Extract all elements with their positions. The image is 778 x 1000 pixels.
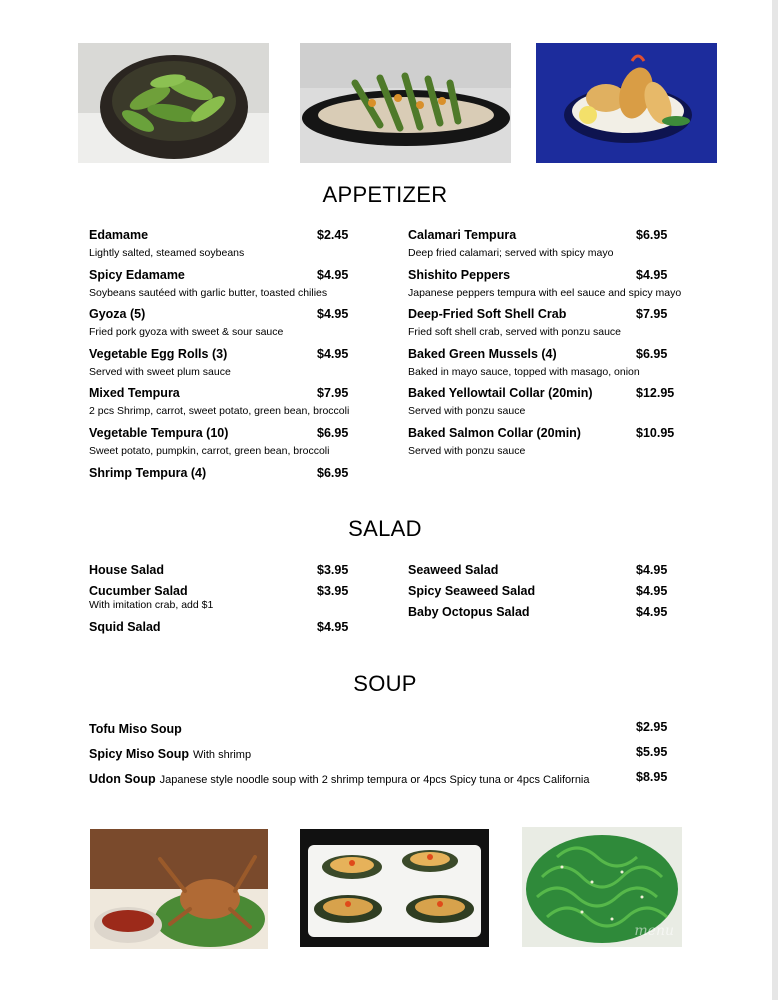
item-name: Vegetable Egg Rolls (3) xyxy=(89,347,228,361)
menu-item-house-salad xyxy=(89,563,349,577)
item-price: $4.95 xyxy=(317,268,349,282)
menu-item-baked-yellowtail-collar-20min xyxy=(408,386,675,417)
item-name: Vegetable Tempura (10) xyxy=(89,426,229,440)
item-name: Shrimp Tempura (4) xyxy=(89,466,207,480)
item-name: House Salad xyxy=(89,563,165,577)
item-name: Baked Green Mussels (4) xyxy=(408,347,557,361)
item-name: Tofu Miso Soup xyxy=(89,722,182,736)
menu-item-calamari-tempura xyxy=(408,228,668,259)
item-price: $4.95 xyxy=(636,584,668,598)
menu-item-shishito-peppers xyxy=(408,268,681,299)
item-name: Mixed Tempura xyxy=(89,386,180,400)
seaweed-salad-photo xyxy=(522,827,682,947)
item-description: Soybeans sautéed with garlic butter, toasted chilies xyxy=(89,287,328,299)
item-price: $3.95 xyxy=(317,563,349,577)
item-description: With shrimp xyxy=(193,749,252,761)
menu-item-spicy-miso-soup xyxy=(89,745,668,763)
item-name: Baked Salmon Collar (20min) xyxy=(408,426,581,440)
item-price: $4.95 xyxy=(636,268,668,282)
menu-item-baked-salmon-collar-20min xyxy=(408,426,675,457)
item-name: Gyoza (5) xyxy=(89,307,146,321)
soup-title: SOUP xyxy=(353,671,417,696)
item-price: $3.95 xyxy=(317,584,349,598)
item-description: Japanese style noodle soup with 2 shrimp tempura or 4pcs Spicy tuna or 4pcs California xyxy=(159,774,590,786)
edamame-bowl-photo xyxy=(78,43,269,163)
menu-item-mixed-tempura xyxy=(89,386,349,417)
menu-item-spicy-seaweed-salad xyxy=(408,584,668,598)
item-description: With imitation crab, add $1 xyxy=(89,599,214,611)
item-description: Sweet potato, pumpkin, carrot, green bean, broccoli xyxy=(89,445,330,457)
item-price: $7.95 xyxy=(317,386,349,400)
appetizer-title: APPETIZER xyxy=(322,182,448,207)
menu-item-cucumber-salad xyxy=(89,584,349,611)
item-name: Udon Soup xyxy=(89,772,156,786)
item-name: Shishito Peppers xyxy=(408,268,511,282)
menu-item-gyoza-5 xyxy=(89,307,349,338)
item-description: Lightly salted, steamed soybeans xyxy=(89,247,245,259)
item-price: $6.95 xyxy=(317,426,349,440)
item-name: Baked Yellowtail Collar (20min) xyxy=(408,386,593,400)
item-description: Served with ponzu sauce xyxy=(408,405,526,417)
item-description: Served with ponzu sauce xyxy=(408,445,526,457)
item-price: $4.95 xyxy=(636,563,668,577)
item-description: Deep fried calamari; served with spicy mayo xyxy=(408,247,614,259)
item-description: Japanese peppers tempura with eel sauce and spicy mayo xyxy=(408,287,682,299)
menu-item-deep-fried-soft-shell-crab xyxy=(408,307,668,338)
menu-item-tofu-miso-soup xyxy=(89,720,668,738)
menu-item-vegetable-tempura-10 xyxy=(89,426,349,457)
soft-shell-crab-photo xyxy=(90,829,268,949)
menu-item-vegetable-egg-rolls-3 xyxy=(89,347,349,378)
item-price: $6.95 xyxy=(317,466,349,480)
item-name: Cucumber Salad xyxy=(89,584,188,598)
item-price: $7.95 xyxy=(636,307,668,321)
menu-item-squid-salad xyxy=(89,620,349,634)
item-name: Spicy Seaweed Salad xyxy=(408,584,536,598)
shishito-peppers-photo xyxy=(300,43,511,163)
menu-item-spicy-edamame xyxy=(89,268,349,299)
item-price: $4.95 xyxy=(317,347,349,361)
item-name: Calamari Tempura xyxy=(408,228,517,242)
menu-item-seaweed-salad xyxy=(408,563,668,577)
item-name: Edamame xyxy=(89,228,149,242)
item-description: Fried pork gyoza with sweet & sour sauce xyxy=(89,326,284,338)
item-price: $8.95 xyxy=(636,770,668,784)
item-name: Spicy Edamame xyxy=(89,268,185,282)
item-price: $10.95 xyxy=(636,426,675,440)
item-name: Seaweed Salad xyxy=(408,563,499,577)
item-name: Baby Octopus Salad xyxy=(408,605,530,619)
item-price: $6.95 xyxy=(636,347,668,361)
item-price: $2.95 xyxy=(636,720,668,734)
watermark-label: menu xyxy=(634,923,674,939)
menu-item-edamame xyxy=(89,228,349,259)
item-price: $5.95 xyxy=(636,745,668,759)
item-description: Fried soft shell crab, served with ponzu sauce xyxy=(408,326,622,338)
item-name: Deep-Fried Soft Shell Crab xyxy=(408,307,567,321)
menu-item-baby-octopus-salad xyxy=(408,605,668,619)
item-price: $4.95 xyxy=(317,307,349,321)
page-edge xyxy=(772,0,778,1000)
green-mussels-photo xyxy=(300,829,489,947)
item-description: 2 pcs Shrimp, carrot, sweet potato, green bean, broccoli xyxy=(89,405,350,417)
item-name: Spicy Miso Soup xyxy=(89,747,190,761)
item-price: $4.95 xyxy=(636,605,668,619)
tempura-photo xyxy=(536,43,717,163)
menu-item-shrimp-tempura-4 xyxy=(89,466,349,480)
menu-item-udon-soup xyxy=(89,770,668,788)
item-price: $4.95 xyxy=(317,620,349,634)
item-price: $6.95 xyxy=(636,228,668,242)
item-price: $12.95 xyxy=(636,386,675,400)
item-name: Squid Salad xyxy=(89,620,161,634)
item-description: Baked in mayo sauce, topped with masago, onion xyxy=(408,366,640,378)
item-price: $2.45 xyxy=(317,228,349,242)
menu-item-baked-green-mussels-4 xyxy=(408,347,668,378)
item-description: Served with sweet plum sauce xyxy=(89,366,231,378)
salad-title: SALAD xyxy=(348,516,422,541)
